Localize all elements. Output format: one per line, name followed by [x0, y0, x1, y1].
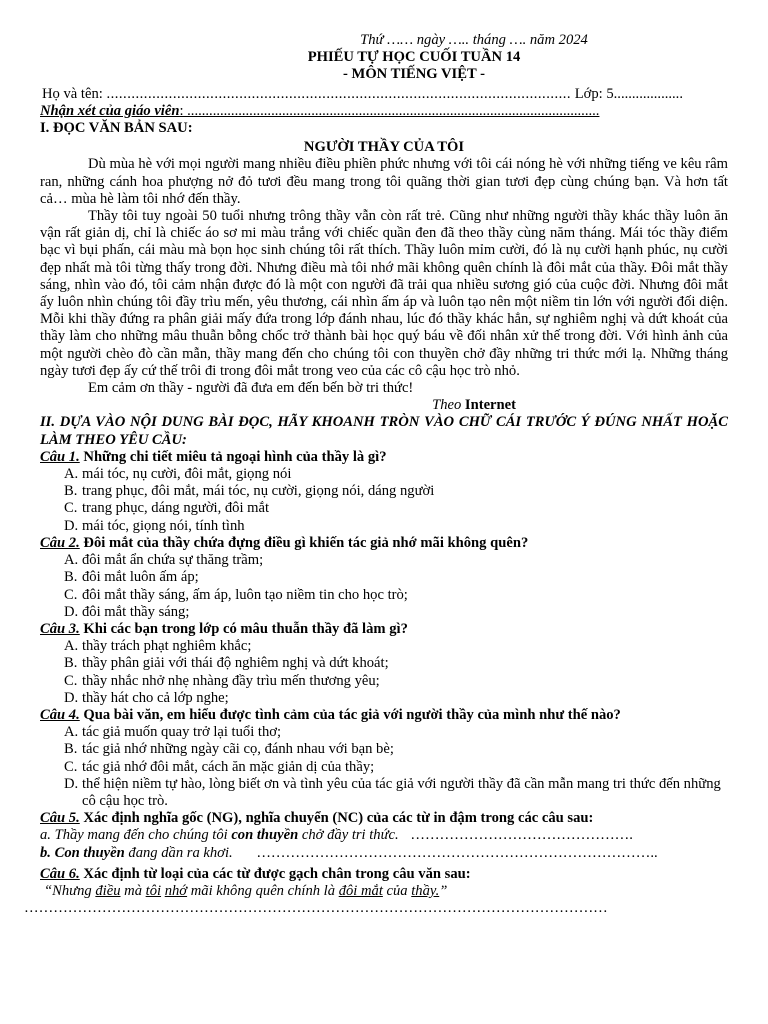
answer-option[interactable]: C. trang phục, dáng người, đôi mắt — [64, 500, 270, 517]
question-text: Xác định nghĩa gốc (NG), nghĩa chuyển (NC) của các từ in đậm trong các câu sau: — [79, 810, 594, 827]
answer-option[interactable]: A. thầy trách phạt nghiêm khắc; — [64, 638, 252, 655]
question-5 — [40, 810, 728, 862]
answer-option[interactable]: A. đôi mắt ẩn chứa sự thăng trầm; — [64, 552, 264, 569]
source-prefix: Theo — [432, 397, 465, 414]
bold-word: con thuyền — [231, 827, 299, 844]
name-field[interactable]: ................................................................................................................ — [106, 85, 572, 102]
answer-option[interactable]: A. tác giả muốn quay trở lại tuổi thơ; — [64, 724, 282, 741]
story-source — [40, 397, 728, 414]
answer-option[interactable]: C. đôi mắt thầy sáng, ấm áp, luôn tạo niềm tin cho học trò; — [64, 586, 408, 603]
answer-option[interactable]: B. trang phục, đôi mắt, mái tóc, nụ cười, giọng nói, dáng người — [64, 483, 435, 500]
story-paragraph-2: Thầy tôi tuy ngoài 50 tuổi nhưng trông thầy vẫn còn rất trẻ. Cũng như những người thầy khác thầy luôn ăn vận rất giản dị, chỉ là chiếc áo sơ mi màu trắng với chiếc quần đen đã theo thầy cùng năm tháng. Mái tóc thầy điểm bạc vì bụi phấn, cái màu mà bọn học sinh chúng tôi rất thích. Thầy luôn mỉm cười, đó là nụ cười hạnh phúc, nụ cười đẹp nhất mà tôi từng thấy trong đời. Nhưng điều mà tôi nhớ mãi không quên chính là đôi mắt của thầy. Đôi mắt thầy sáng, nhìn vào đó, tôi cảm nhận được đó là một con người đã trải qua nhiều sương gió của cuộc đời. Nhưng đôi mắt ấy luôn nhìn chúng tôi đầy trìu mến, yêu thương, cái nhìn ấm áp và luôn tạo nên một niềm tin lớn với người đối diện. Mỗi khi thầy đứng ra phân giải mấy đứa trong lớp đánh nhau, lúc đó thầy khác hẳn, sự nghiêm nghị và dứt khoát của thầy làm cho những mâu thuẫn bỗng chốc trở thành bài học quý báu về đối nhân xử thế trong đời. Với hình ảnh của một người chèo đò cần mẫn, thầy mang đến cho chúng tôi con thuyền chở đầy những tri thức mới lạ. Những tháng ngày tươi đẹp ấy cứ thế trôi đi trong đôi mắt trong veo của các cô cậu học trò nhỏ. — [40, 208, 728, 379]
question-text: Đôi mắt của thầy chứa đựng điều gì khiến tác giả nhớ mãi không quên? — [79, 534, 529, 551]
question-1 — [40, 449, 728, 535]
answer-option[interactable]: D. đôi mắt thầy sáng; — [64, 603, 190, 620]
teacher-comment-label: Nhận xét của giáo viên — [40, 102, 180, 119]
question-text: Khi các bạn trong lớp có mâu thuẫn thầy đã làm gì? — [79, 620, 408, 637]
underlined-word: đôi mắt — [338, 882, 383, 899]
answer-option[interactable]: D. mái tóc, giọng nói, tính tình — [64, 517, 245, 534]
question-text: Xác định từ loại của các từ được gạch chân trong câu văn sau: — [79, 865, 471, 882]
answer-blank[interactable]: ………………………………………. — [410, 827, 633, 844]
answer-option[interactable]: B. tác giả nhớ những ngày cãi cọ, đánh nhau với bạn bè; — [64, 741, 394, 758]
question-6 — [24, 865, 728, 918]
question-text: Qua bài văn, em hiểu được tình cảm của tác giả với người thầy của mình như thế nào? — [79, 706, 621, 723]
question-label: Câu 2. — [40, 534, 80, 551]
answer-option[interactable]: B. thầy phân giải với thái độ nghiêm nghị và dứt khoát; — [64, 655, 389, 672]
question-label: Câu 3. — [40, 620, 80, 637]
story-paragraph-1: Dù mùa hè với mọi người mang nhiều điều phiền phức nhưng với tôi cái nóng hè với những tiếng ve kêu râm ran, những cánh hoa phượng nở đỏ tươi đều mang trong tôi quãng thời gian tươi đẹp cùng chúng bạn. Và hơn tất cả… mùa hè làm tôi nhớ đến thầy. — [40, 156, 728, 207]
class-field[interactable]: Lớp: 5................... — [571, 85, 683, 102]
answer-option[interactable]: D. thầy hát cho cả lớp nghe; — [64, 689, 229, 706]
underlined-word: thầy. — [411, 882, 440, 899]
underlined-word: nhớ — [164, 882, 188, 899]
section1-heading: I. ĐỌC VĂN BẢN SAU: — [40, 120, 193, 137]
q5-sentence-b: b. Con thuyền đang dần ra khơi. ……………………………………………………………………….. — [40, 844, 658, 861]
question-label: Câu 4. — [40, 706, 80, 723]
underlined-word: tôi — [145, 882, 162, 899]
q6-sentence: “Nhưng điều mà tôi nhớ mãi không quên chính là đôi mắt của thầy.” — [44, 882, 448, 899]
answer-option[interactable]: B. đôi mắt luôn ấm áp; — [64, 569, 199, 586]
answer-option[interactable]: A. mái tóc, nụ cười, đôi mắt, giọng nói — [64, 466, 292, 483]
answer-blank[interactable]: ……………………………………………………………………….. — [256, 844, 658, 861]
answer-blank[interactable]: ………………………………………………………………………………………………………… — [24, 900, 608, 917]
worksheet-subtitle: - MÔN TIẾNG VIỆT - — [343, 66, 485, 83]
question-label: Câu 1. — [40, 448, 80, 465]
answer-option[interactable]: C. tác giả nhớ đôi mắt, cách ăn mặc giản dị của thầy; — [64, 758, 375, 775]
name-label: Họ và tên: — [42, 85, 107, 102]
section2-heading: II. DỰA VÀO NỘI DUNG BÀI ĐỌC, HÃY KHOANH TRÒN VÀO CHỮ CÁI TRƯỚC Ý ĐÚNG NHẤT HOẶC LÀM THEO YÊU CẦU: — [40, 414, 728, 448]
teacher-comment-line — [40, 103, 728, 120]
question-4 — [40, 707, 728, 810]
question-2 — [40, 535, 728, 621]
bold-word: Con thuyền — [54, 844, 125, 861]
worksheet-title: PHIẾU TỰ HỌC CUỐI TUẦN 14 — [307, 49, 521, 66]
answer-option[interactable]: C. thầy nhắc nhở nhẹ nhàng đầy trìu mến thương yêu; — [64, 672, 380, 689]
date-line: Thứ …… ngày ….. tháng …. năm 2024 — [360, 32, 588, 48]
q5-sentence-a: a. Thầy mang đến cho chúng tôi con thuyền chở đầy tri thức. ………………………………………. — [40, 827, 633, 844]
story-title: NGƯỜI THẦY CỦA TÔI — [303, 139, 465, 156]
teacher-comment-field[interactable]: : ................................................................................................................. — [179, 102, 600, 119]
underlined-word: điều — [95, 882, 121, 899]
question-text: Những chi tiết miêu tả ngoại hình của thầy là gì? — [79, 448, 387, 465]
story-closing: Em cảm ơn thầy - người đã đưa em đến bến bờ tri thức! — [88, 380, 414, 397]
question-label: Câu 6. — [40, 865, 80, 882]
source-name: Internet — [464, 397, 516, 414]
answer-option[interactable]: D. thể hiện niềm tự hào, lòng biết ơn và tình yêu của tác giả với người thầy đã cần mẫn mang tri thức đến những cô cậu học trò. — [64, 775, 721, 809]
question-3 — [40, 621, 728, 707]
student-name-line — [40, 86, 728, 103]
question-label: Câu 5. — [40, 810, 80, 827]
